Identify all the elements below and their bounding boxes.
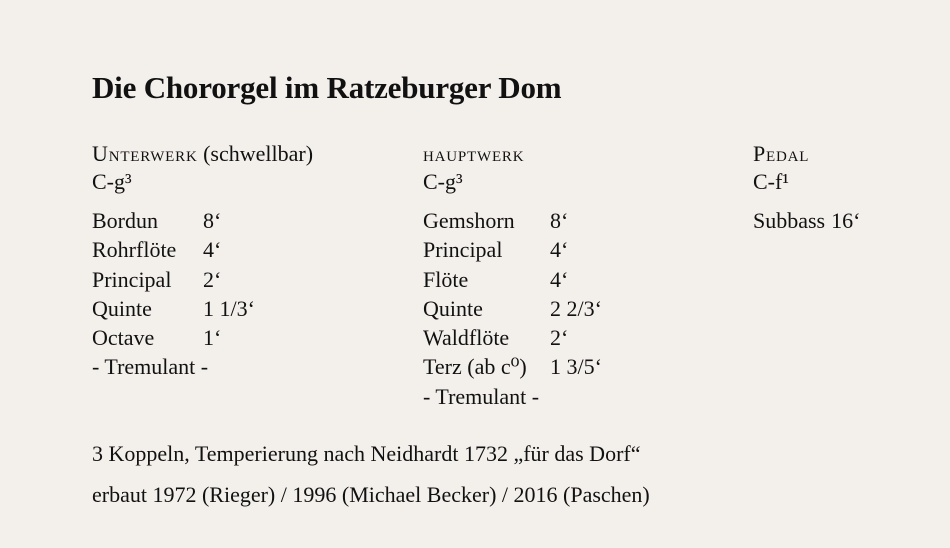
stop-name: Terz (ab c⁰): [423, 354, 527, 380]
page-title: Die Chororgel im Ratzeburger Dom: [92, 70, 562, 105]
stop-name: - Tremulant -: [92, 354, 209, 380]
stop-row: [423, 352, 602, 381]
stop-footage: 16‘: [831, 208, 861, 233]
stop-footage: 1 1/3‘: [203, 295, 255, 321]
stop-footage: 2‘: [550, 325, 569, 351]
division-pedal: [753, 140, 860, 235]
stop-name: Rohrflöte: [92, 237, 177, 263]
stop-name: Octave: [92, 325, 155, 351]
stop-footage: 8‘: [550, 208, 569, 233]
stop-name: Quinte: [423, 295, 483, 321]
stop-footage: 1‘: [203, 325, 222, 351]
division-name: hauptwerk: [423, 141, 525, 166]
stop-row: [92, 235, 313, 264]
division-unterwerk: [92, 140, 313, 382]
stop-name: Gemshorn: [423, 208, 515, 233]
stop-name: Quinte: [92, 295, 152, 321]
stop-row: [423, 323, 602, 352]
division-range: C-f¹: [753, 169, 789, 194]
stop-footage: 4‘: [550, 237, 569, 263]
stop-row: [423, 235, 602, 264]
stop-row: [92, 294, 313, 323]
division-hauptwerk: [423, 140, 602, 411]
stop-footage: 4‘: [550, 266, 569, 292]
stop-row: [423, 382, 602, 411]
stop-row: [92, 352, 313, 381]
stop-footage: 2 2/3‘: [550, 295, 602, 321]
build-history-note: erbaut 1972 (Rieger) / 1996 (Michael Becker) / 2016 (Paschen): [92, 482, 650, 507]
stop-name: Waldflöte: [423, 325, 510, 351]
stop-name: Flöte: [423, 266, 469, 292]
stop-row: [92, 323, 313, 352]
stop-row: [92, 265, 313, 294]
division-range: C-g³: [423, 169, 463, 194]
stop-name: Principal: [92, 266, 172, 292]
division-range: C-g³: [92, 169, 132, 194]
stop-name: - Tremulant -: [423, 383, 540, 409]
division-name: Pedal: [753, 141, 810, 166]
stop-footage: 2‘: [203, 266, 222, 292]
stop-footage: 1 3/5‘: [550, 354, 602, 380]
stop-row: [92, 206, 313, 235]
division-note: (schwellbar): [197, 141, 314, 166]
couplers-temperament-note: 3 Koppeln, Temperierung nach Neidhardt 1732 „für das Dorf“: [92, 441, 641, 466]
stop-footage: 8‘: [203, 208, 222, 233]
division-heading: [423, 140, 602, 168]
stop-name: Subbass: [753, 208, 826, 233]
stop-row: [753, 206, 860, 235]
division-name: Unterwerk: [92, 141, 198, 166]
stop-row: [423, 206, 602, 235]
stop-row: [423, 294, 602, 323]
stop-name: Principal: [423, 237, 503, 263]
stop-footage: 4‘: [203, 237, 222, 263]
stop-name: Bordun: [92, 208, 158, 233]
division-heading: [92, 140, 313, 168]
division-heading: [753, 140, 860, 168]
stop-row: [423, 265, 602, 294]
